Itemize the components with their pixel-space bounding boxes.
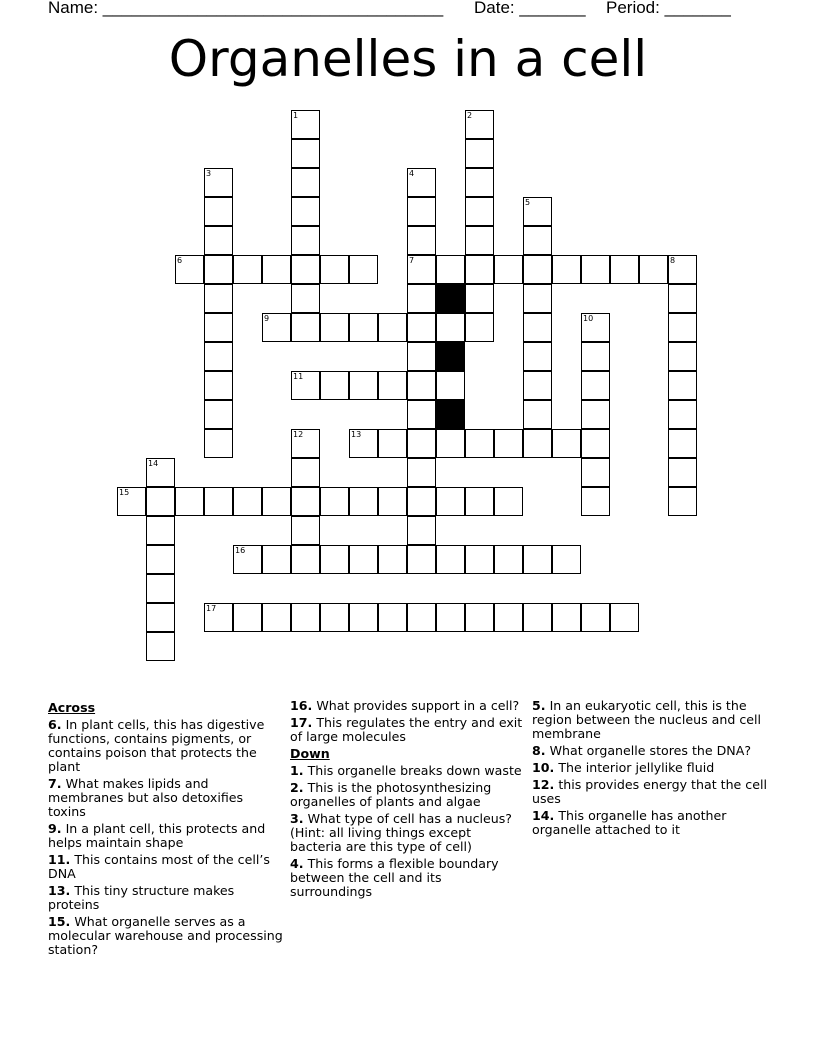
crossword-cell[interactable] [581,255,610,284]
crossword-cell[interactable] [668,342,697,371]
crossword-cell[interactable] [320,313,349,342]
crossword-cell[interactable] [407,371,436,400]
crossword-cell[interactable] [204,226,233,255]
clue-across-6: 6. In plant cells, this has digestive functions, contains pigments, or contains poison that protects the plant [48,717,265,774]
crossword-black-cell [436,342,465,371]
crossword-cell[interactable] [175,487,204,516]
down-heading: Down [290,746,330,761]
clues-column-1 [48,699,284,960]
clue-number: 8 [670,256,676,265]
crossword-cell[interactable] [407,487,436,516]
crossword-cell[interactable] [407,458,436,487]
clue-number: 4 [409,169,415,178]
crossword-cell[interactable] [320,487,349,516]
crossword-cell[interactable] [552,429,581,458]
name-field-label: Name: ____________________________________ [48,0,444,17]
crossword-cell[interactable] [204,487,233,516]
crossword-cell[interactable] [204,400,233,429]
clue-across-7: 7. What makes lipids and membranes but also detoxifies toxins [48,776,244,819]
crossword-cell[interactable] [291,313,320,342]
crossword-cell[interactable] [175,255,204,284]
crossword-cell[interactable] [581,371,610,400]
crossword-cell[interactable] [349,429,378,458]
across-heading: Across [48,700,96,715]
clue-down-2: 2. This is the photosynthesizing organelles of plants and algae [290,780,492,809]
crossword-cell[interactable] [494,603,523,632]
crossword-cell[interactable] [320,371,349,400]
crossword-cell[interactable] [349,255,378,284]
clue-down-14: 14. This organelle has another organelle attached to it [532,808,727,837]
clue-across-9: 9. In a plant cell, this protects and helps maintain shape [48,821,266,850]
crossword-cell[interactable] [436,545,465,574]
crossword-cell[interactable] [378,603,407,632]
crossword-cell[interactable] [465,313,494,342]
crossword-cell[interactable] [407,313,436,342]
crossword-cell[interactable] [407,226,436,255]
crossword-cell[interactable] [146,603,175,632]
crossword-cell[interactable] [291,110,320,139]
clue-down-8: 8. What organelle stores the DNA? [532,743,752,758]
crossword-cell[interactable] [146,516,175,545]
crossword-cell[interactable] [523,603,552,632]
crossword-cell[interactable] [581,400,610,429]
crossword-cell[interactable] [523,400,552,429]
clue-number: 5 [525,198,531,207]
crossword-cell[interactable] [436,255,465,284]
crossword-cell[interactable] [552,603,581,632]
crossword-cell[interactable] [552,255,581,284]
crossword-cell[interactable] [581,458,610,487]
clue-across-17: 17. This regulates the entry and exit of large molecules [290,715,523,744]
date-field-label: Date: _______ [474,0,586,17]
crossword-cell[interactable] [465,545,494,574]
crossword-cell[interactable] [523,371,552,400]
crossword-cell[interactable] [465,255,494,284]
crossword-cell[interactable] [668,429,697,458]
crossword-cell[interactable] [204,284,233,313]
crossword-cell[interactable] [523,429,552,458]
crossword-cell[interactable] [291,226,320,255]
crossword-cell[interactable] [291,168,320,197]
clue-number: 17 [206,604,217,613]
crossword-cell[interactable] [204,429,233,458]
clues-column-3 [532,699,768,840]
crossword-cell[interactable] [639,255,668,284]
clue-number: 7 [409,256,415,265]
crossword-cell[interactable] [436,603,465,632]
clue-number: 11 [293,372,304,381]
clue-number: 16 [235,546,246,555]
crossword-cell[interactable] [320,255,349,284]
crossword-cell[interactable] [552,545,581,574]
crossword-cell[interactable] [378,429,407,458]
crossword-cell[interactable] [320,545,349,574]
clue-down-4: 4. This forms a flexible boundary between the cell and its surroundings [290,856,499,899]
crossword-cell[interactable] [349,371,378,400]
crossword-cell[interactable] [146,487,175,516]
crossword-cell[interactable] [291,255,320,284]
crossword-cell[interactable] [465,110,494,139]
crossword-cell[interactable] [291,545,320,574]
crossword-cell[interactable] [407,255,436,284]
crossword-cell[interactable] [291,284,320,313]
crossword-cell[interactable] [581,429,610,458]
crossword-cell[interactable] [291,371,320,400]
crossword-cell[interactable] [291,197,320,226]
clue-across-15: 15. What organelle serves as a molecular warehouse and processing station? [48,914,283,957]
crossword-cell[interactable] [233,603,262,632]
crossword-cell[interactable] [407,545,436,574]
crossword-cell[interactable] [204,255,233,284]
page-title: Organelles in a cell [168,30,648,88]
crossword-cell[interactable] [407,284,436,313]
crossword-cell[interactable] [465,487,494,516]
crossword-cell[interactable] [436,429,465,458]
crossword-cell[interactable] [378,313,407,342]
crossword-cell[interactable] [204,197,233,226]
crossword-cell[interactable] [291,603,320,632]
crossword-cell[interactable] [349,545,378,574]
clue-across-13: 13. This tiny structure makes proteins [48,883,235,912]
crossword-cell[interactable] [407,516,436,545]
crossword-cell[interactable] [465,197,494,226]
clue-down-1: 1. This organelle breaks down waste [290,763,522,778]
crossword-cell[interactable] [262,313,291,342]
crossword-cell[interactable] [523,545,552,574]
crossword-cell[interactable] [117,487,146,516]
crossword-cell[interactable] [465,226,494,255]
crossword-cell[interactable] [465,429,494,458]
crossword-cell[interactable] [523,342,552,371]
crossword-cell[interactable] [378,487,407,516]
crossword-cell[interactable] [204,603,233,632]
clue-across-16: 16. What provides support in a cell? [290,698,520,713]
crossword-cell[interactable] [262,255,291,284]
crossword-cell[interactable] [349,603,378,632]
crossword-cell[interactable] [262,603,291,632]
crossword-cell[interactable] [233,545,262,574]
crossword-cell[interactable] [262,487,291,516]
crossword-cell[interactable] [668,458,697,487]
crossword-black-cell [436,400,465,429]
crossword-cell[interactable] [494,429,523,458]
crossword-cell[interactable] [494,545,523,574]
crossword-cell[interactable] [378,371,407,400]
crossword-cell[interactable] [523,313,552,342]
crossword-cell[interactable] [581,313,610,342]
crossword-cell[interactable] [523,226,552,255]
crossword-cell[interactable] [436,313,465,342]
clue-number: 10 [583,314,594,323]
crossword-cell[interactable] [233,255,262,284]
crossword-cell[interactable] [465,284,494,313]
crossword-cell[interactable] [291,429,320,458]
clue-number: 3 [206,169,212,178]
crossword-cell[interactable] [204,342,233,371]
crossword-cell[interactable] [146,458,175,487]
crossword-cell[interactable] [494,487,523,516]
period-field-label: Period: _______ [606,0,731,17]
crossword-cell[interactable] [378,545,407,574]
crossword-cell[interactable] [436,487,465,516]
crossword-cell[interactable] [668,487,697,516]
crossword-cell[interactable] [146,632,175,661]
clue-number: 14 [148,459,159,468]
crossword-cell[interactable] [407,197,436,226]
clue-number: 2 [467,111,473,120]
crossword-cell[interactable] [494,255,523,284]
crossword-cell[interactable] [233,487,262,516]
crossword-cell[interactable] [407,429,436,458]
crossword-cell[interactable] [523,197,552,226]
crossword-cell[interactable] [291,516,320,545]
crossword-cell[interactable] [668,371,697,400]
crossword-black-cell [436,284,465,313]
crossword-cell[interactable] [668,400,697,429]
crossword-cell[interactable] [581,342,610,371]
crossword-cell[interactable] [581,603,610,632]
clue-number: 9 [264,314,270,323]
crossword-cell[interactable] [349,313,378,342]
crossword-cell[interactable] [581,487,610,516]
clue-number: 6 [177,256,183,265]
crossword-cell[interactable] [407,168,436,197]
crossword-cell[interactable] [610,603,639,632]
crossword-cell[interactable] [465,168,494,197]
clue-number: 12 [293,430,304,439]
crossword-cell[interactable] [407,603,436,632]
clue-down-12: 12. this provides energy that the cell uses [532,777,767,806]
crossword-cell[interactable] [349,487,378,516]
crossword-cell[interactable] [146,545,175,574]
crossword-cell[interactable] [407,400,436,429]
crossword-cell[interactable] [291,458,320,487]
crossword-cell[interactable] [320,603,349,632]
crossword-cell[interactable] [436,371,465,400]
clue-across-11: 11. This contains most of the cell’s DNA [48,852,270,881]
clue-number: 1 [293,111,299,120]
crossword-cell[interactable] [204,371,233,400]
crossword-cell[interactable] [146,574,175,603]
clue-number: 15 [119,488,130,497]
crossword-cell[interactable] [523,284,552,313]
clue-down-3: 3. What type of cell has a nucleus? (Hint: all living things except bacteria are this type of cell) [290,811,512,854]
crossword-cell[interactable] [291,139,320,168]
crossword-cell[interactable] [465,603,494,632]
clue-down-5: 5. In an eukaryotic cell, this is the region between the nucleus and cell membrane [532,698,762,741]
clue-down-10: 10. The interior jellylike fluid [532,760,715,775]
crossword-cell[interactable] [668,255,697,284]
crossword-cell[interactable] [407,342,436,371]
crossword-cell[interactable] [523,255,552,284]
clues-column-2 [290,699,526,902]
crossword-cell[interactable] [668,313,697,342]
crossword-cell[interactable] [668,284,697,313]
crossword-cell[interactable] [465,139,494,168]
crossword-cell[interactable] [262,545,291,574]
crossword-cell[interactable] [610,255,639,284]
crossword-cell[interactable] [291,487,320,516]
clue-number: 13 [351,430,362,439]
crossword-cell[interactable] [204,313,233,342]
crossword-cell[interactable] [204,168,233,197]
